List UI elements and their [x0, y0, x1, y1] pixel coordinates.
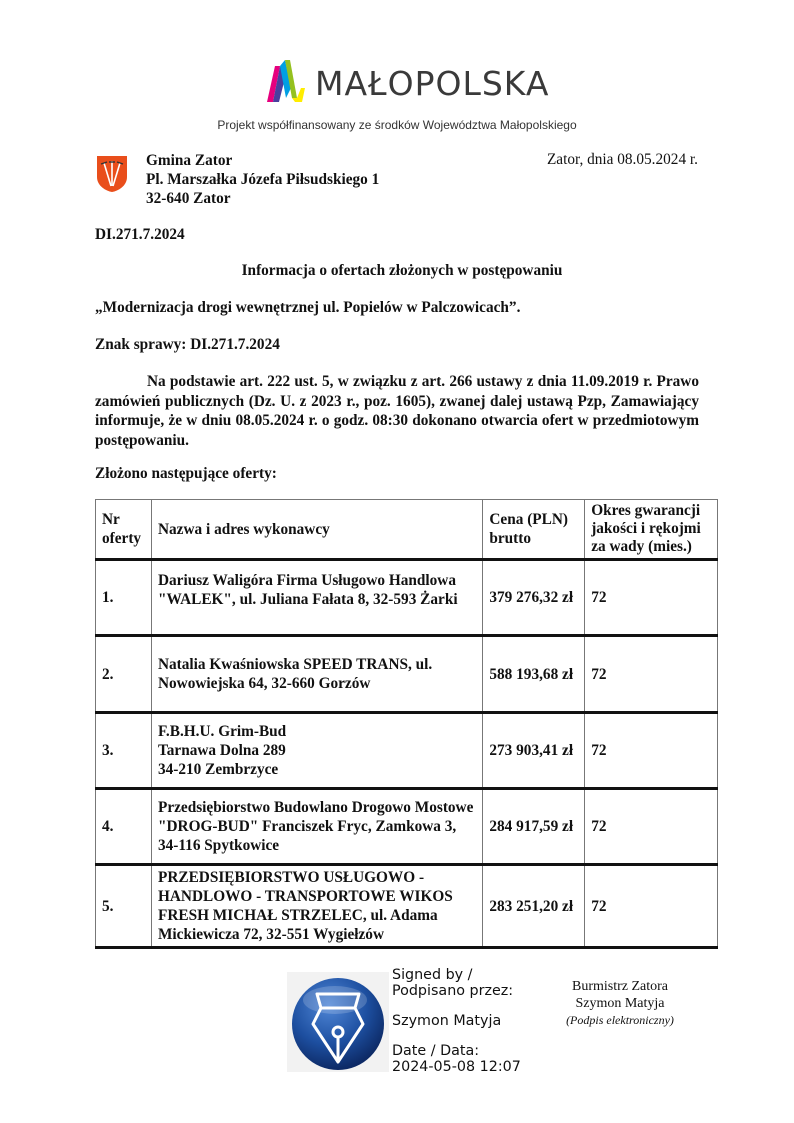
sender-address — [146, 151, 379, 208]
table-row — [96, 789, 718, 865]
contractor-line: 34-210 Zembrzyce — [157, 761, 279, 778]
malopolska-m-icon — [265, 58, 307, 104]
procurement-subject: „Modernizacja drogi wewnętrznej ul. Popielów w Palczowicach”. — [95, 299, 521, 316]
offer-number: 3. — [96, 713, 152, 789]
mayor-block — [560, 978, 680, 1029]
header-offer-number: Nr oferty — [96, 500, 152, 560]
place-date: Zator, dnia 08.05.2024 r. — [546, 151, 698, 168]
offers-table — [95, 499, 718, 949]
signature-details — [392, 967, 521, 1075]
signed-by-label: Signed by / — [392, 967, 473, 983]
electronic-signature-note: (Podpis elektroniczny) — [566, 1013, 674, 1027]
offer-number: 5. — [96, 865, 152, 948]
warranty: 72 — [585, 560, 718, 636]
brand-name: MAŁOPOLSKA — [315, 64, 550, 103]
offer-number: 2. — [96, 636, 152, 713]
offer-number: 4. — [96, 789, 152, 865]
warranty: 72 — [585, 713, 718, 789]
signed-by-label-pl: Podpisano przez: — [392, 983, 514, 999]
price: 588 193,68 zł — [483, 636, 585, 713]
table-header-row — [96, 500, 718, 560]
pen-nib-signature-icon — [287, 972, 389, 1072]
malopolska-logo — [265, 58, 550, 108]
signature-date: 2024-05-08 12:07 — [392, 1059, 521, 1075]
table-row — [96, 560, 718, 636]
date-label: Date / Data: — [392, 1043, 480, 1059]
header-contractor: Nazwa i adres wykonawcy — [151, 500, 482, 560]
contractor — [151, 713, 482, 789]
table-row — [96, 865, 718, 948]
mayor-name: Szymon Matyja — [575, 996, 665, 1011]
price: 283 251,20 zł — [483, 865, 585, 948]
document-title: Informacja o ofertach złożonych w postępowaniu — [241, 262, 563, 279]
warranty: 72 — [585, 865, 718, 948]
warranty: 72 — [585, 789, 718, 865]
body-paragraph: Na podstawie art. 222 ust. 5, w związku z art. 266 ustawy z dnia 11.09.2019 r. Prawo zamówień publicznych (Dz. U. z 2023 r., poz. 1605), zwanej dalej ustawą Pzp, Zamawiający informuje, że w dniu 08.05.2024 r. o godz. 08:30 dokonano otwarcia ofert w przedmiotowym postępowaniu. — [95, 373, 699, 449]
mayor-title: Burmistrz Zatora — [571, 979, 669, 994]
contractor-line: Tarnawa Dolna 289 — [157, 742, 286, 759]
table-row — [96, 713, 718, 789]
sender-name: Gmina Zator — [146, 152, 233, 169]
contractor: Przedsiębiorstwo Budowlano Drogowo Mostowe "DROG-BUD" Franciszek Fryc, Zamkowa 3, 34-116 Spytkowice — [151, 789, 482, 865]
contractor-line: F.B.H.U. Grim-Bud — [157, 723, 287, 740]
price: 273 903,41 zł — [483, 713, 585, 789]
header-warranty: Okres gwarancji jakości i rękojmi za wady (mies.) — [585, 500, 718, 560]
sender-city: 32-640 Zator — [146, 190, 231, 207]
price: 284 917,59 zł — [483, 789, 585, 865]
header-price: Cena (PLN) brutto — [483, 500, 585, 560]
contractor: PRZEDSIĘBIORSTWO USŁUGOWO - HANDLOWO - TRANSPORTOWE WIKOS FRESH MICHAŁ STRZELEC, ul. Adama Mickiewicza 72, 32-551 Wygiełzów — [151, 865, 482, 948]
sender-street: Pl. Marszałka Józefa Piłsudskiego 1 — [146, 171, 380, 188]
contractor: Natalia Kwaśniowska SPEED TRANS, ul. Nowowiejska 64, 32-660 Gorzów — [151, 636, 482, 713]
price: 379 276,32 zł — [483, 560, 585, 636]
offer-number: 1. — [96, 560, 152, 636]
warranty: 72 — [585, 636, 718, 713]
case-number: Znak sprawy: DI.271.7.2024 — [95, 336, 280, 353]
signer-name: Szymon Matyja — [392, 1013, 502, 1029]
reference-number: DI.271.7.2024 — [95, 226, 185, 243]
zator-crest-icon — [96, 155, 128, 193]
contractor: Dariusz Waligóra Firma Usługowo Handlowa "WALEK", ul. Juliana Fałata 8, 32-593 Żarki — [151, 560, 482, 636]
table-row — [96, 636, 718, 713]
offers-label: Złożono następujące oferty: — [95, 465, 277, 482]
cofinancing-note: Projekt współfinansowany ze środków Województwa Małopolskiego — [217, 118, 577, 132]
